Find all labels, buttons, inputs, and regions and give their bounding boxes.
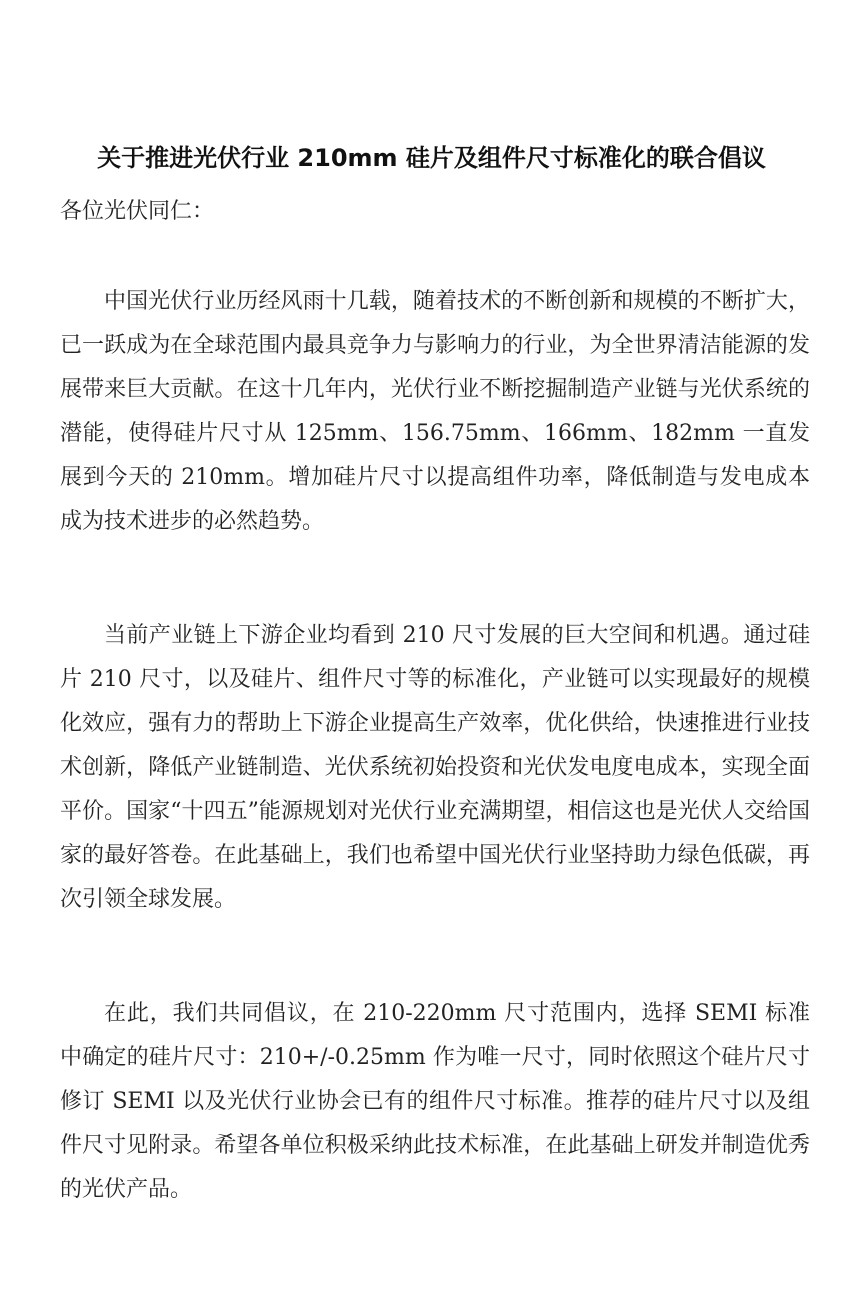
salutation: 各位光伏同仁： [60,199,215,224]
paragraph-2: 当前产业链上下游企业均看到 210 尺寸发展的巨大空间和机遇。通过硅片 210 尺寸，以及硅片、组件尺寸等的标准化，产业链可以实现最好的规模化效应，强有力的帮助上下游企业提高生产效率，优化供给，快速推进行业技术创新，降低产业链制造、光伏系统初始投资和光伏发电度电成本，实现全面平价。国家“十四五”能源规划对光伏行业充满期望，相信这也是光伏人交给国家的最好答卷。在此基础上，我们也希望中国光伏行业坚持助力绿色低碳，再次引领全球发展。 [60,623,810,912]
paragraph-1: 中国光伏行业历经风雨十几载，随着技术的不断创新和规模的不断扩大，已一跃成为在全球范围内最具竞争力与影响力的行业，为全世界清洁能源的发展带来巨大贡献。在这十几年内，光伏行业不断挖掘制造产业链与光伏系统的潜能，使得硅片尺寸从 125mm、156.75mm、166mm、182mm 一直发展到今天的 210mm。增加硅片尺寸以提高组件功率，降低制造与发电成本成为技术进步的必然趋势。 [60,289,810,534]
paragraph-3: 在此，我们共同倡议，在 210-220mm 尺寸范围内，选择 SEMI 标准中确定的硅片尺寸：210+/-0.25mm 作为唯一尺寸，同时依照这个硅片尺寸修订 SEMI 以及光伏行业协会已有的组件尺寸标准。推荐的硅片尺寸以及组件尺寸见附录。希望各单位积极采纳此技术标准，在此基础上研发并制造优秀的光伏产品。 [60,1001,810,1202]
document-title: 关于推进光伏行业 210mm 硅片及组件尺寸标准化的联合倡议 [97,144,766,172]
